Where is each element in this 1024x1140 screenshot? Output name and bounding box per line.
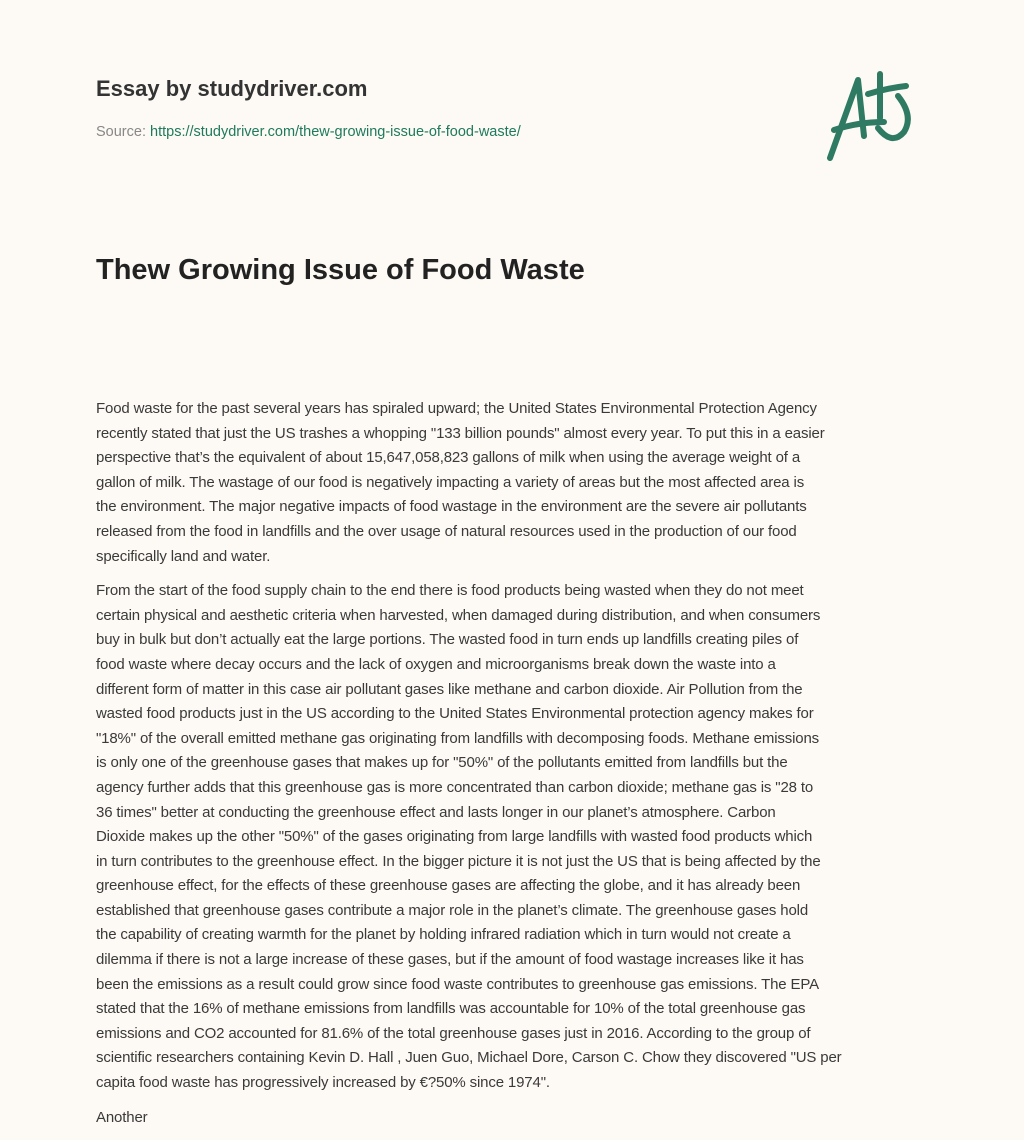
- article-paragraph: [96, 397, 936, 569]
- paragraph-line: dilemma if there is not a large increase of these gases, but if the amount of food wastage increases like it has: [96, 951, 804, 969]
- paragraph-line: From the start of the food supply chain to the end there is food products being wasted when they do not meet: [96, 582, 804, 600]
- paragraph-line: capita food waste has progressively increased by €?50% since 1974".: [96, 1074, 550, 1092]
- paragraph-line: "18%" of the overall emitted methane gas originating from landfills with decomposing foods. Methane emissions: [96, 729, 820, 747]
- source-link[interactable]: https://studydriver.com/thew-growing-issue-of-food-waste/: [150, 124, 521, 140]
- site-brand: Essay by studydriver.com: [96, 76, 368, 101]
- paragraph-line: perspective that’s the equivalent of about 15,647,058,823 gallons of milk when using the average weight of a: [96, 449, 801, 467]
- paragraph-line: released from the food in landfills and the over usage of natural resources used in the production of our food: [96, 522, 797, 540]
- a-plus-logo-icon: [818, 66, 928, 166]
- paragraph-line: been the emissions as a result could grow since food waste contributes to greenhouse gas emissions. The EPA: [96, 975, 819, 993]
- paragraph-line: emissions and CO2 accounted for 81.6% of the total greenhouse gases just in 2016. According to the group of: [96, 1024, 811, 1042]
- paragraph-line: buy in bulk but don’t actually eat the large portions. The wasted food in turn ends up landfills creating piles of: [96, 631, 799, 649]
- paragraph-line: food waste where decay occurs and the lack of oxygen and microorganisms break down the waste into a: [96, 655, 776, 673]
- paragraph-line: specifically land and water.: [96, 547, 271, 565]
- paragraph-line: agency further adds that this greenhouse gas is more concentrated than carbon dioxide; methane gas is "28 to: [96, 778, 814, 796]
- paragraph-line: the environment. The major negative impacts of food wastage in the environment are the severe air pollutants: [96, 498, 807, 516]
- paragraph-line: certain physical and aesthetic criteria when harvested, when damaged during distribution, and when consumers: [96, 606, 821, 624]
- paragraph-line: the capability of creating warmth for the planet by holding infrared radiation which in turn would not create a: [96, 926, 791, 944]
- paragraph-line: recently stated that just the US trashes a whopping "133 billion pounds" almost every year. To put this in a easier: [96, 424, 825, 442]
- paragraph-line: greenhouse effect, for the effects of these greenhouse gases are affecting the globe, and it has already been: [96, 877, 801, 895]
- paragraph-line: established that greenhouse gases contribute a major role in the planet’s climate. The greenhouse gases hold: [96, 901, 809, 919]
- paragraph-line: Dioxide makes up the other "50%" of the gases originating from large landfills with wasted food products which: [96, 828, 813, 846]
- source-label: Source:: [96, 124, 146, 140]
- paragraph-line: scientific researchers containing Kevin D. Hall , Juen Guo, Michael Dore, Carson C. Chow they discovered "US per: [96, 1049, 842, 1067]
- article-paragraph: [96, 579, 936, 1095]
- paragraph-line: different form of matter in this case air pollutant gases like methane and carbon dioxide. Air Pollution from the: [96, 680, 803, 698]
- article-title: Thew Growing Issue of Food Waste: [96, 254, 585, 286]
- paragraph-line: in turn contributes to the greenhouse effect. In the bigger picture it is not just the US that is being affected by the: [96, 852, 821, 870]
- paragraph-line: wasted food products just in the US according to the United States Environmental protection agency makes for: [96, 705, 814, 723]
- article-paragraph: [96, 1106, 936, 1131]
- article-body: [96, 397, 936, 1140]
- source-line: [96, 124, 521, 140]
- paragraph-line: Another: [96, 1108, 148, 1126]
- paragraph-line: 36 times" better at conducting the greenhouse effect and lasts longer in our planet’s atmosphere. Carbon: [96, 803, 776, 821]
- paragraph-line: stated that the 16% of methane emissions from landfills was accountable for 10% of the total greenhouse gas: [96, 1000, 806, 1018]
- paragraph-line: is only one of the greenhouse gases that makes up for "50%" of the pollutants emitted from landfills but the: [96, 754, 788, 772]
- paragraph-line: gallon of milk. The wastage of our food is negatively impacting a variety of areas but the most affected area is: [96, 473, 805, 491]
- paragraph-line: Food waste for the past several years has spiraled upward; the United States Environmental Protection Agency: [96, 400, 817, 417]
